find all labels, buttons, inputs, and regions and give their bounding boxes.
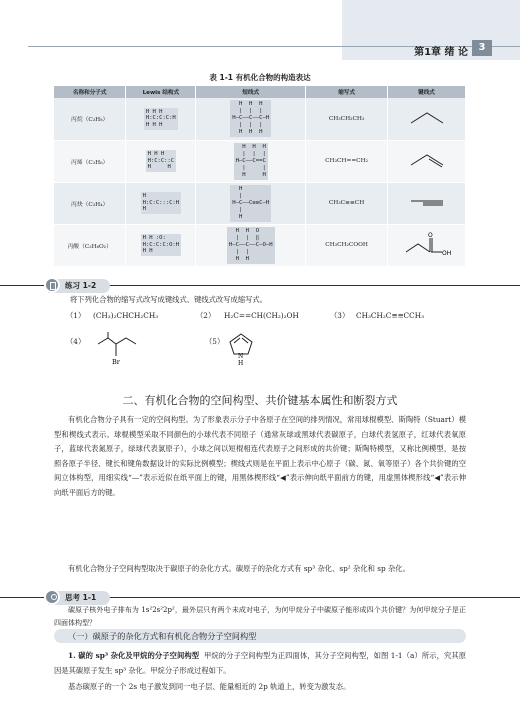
column-header: 名称和分子式 <box>54 86 126 98</box>
condensed-formula: CH₃C≡≡CH <box>306 182 388 224</box>
table-row <box>54 98 466 140</box>
skeletal-formula <box>407 151 447 169</box>
skeletal-formula <box>407 109 447 127</box>
compound-name: 丙烯（C₃H₆） <box>54 140 126 182</box>
exercise-item-label: （4） <box>66 337 86 346</box>
br-label: Br <box>112 358 120 366</box>
kekule-structure: H | H—C——C≡≡C—H | H <box>232 185 270 220</box>
structure-table <box>54 86 466 267</box>
think-icon <box>44 589 60 605</box>
paragraph-lead: 1. 碳的 sp³ 杂化及甲烷的分子空间构型 <box>68 651 200 660</box>
condensed-formula: CH₃CH₂COOH <box>306 224 388 266</box>
think-badge: 思考 1-1 <box>48 591 110 605</box>
chapter-title: 第1章 绪 论 <box>414 47 468 58</box>
kekule-structure: H H H | | | H—C——C==C | | H H <box>235 143 266 178</box>
section-heading: 二、有机化合物的空间构型、共价键基本属性和断裂方式 <box>122 394 398 407</box>
lewis-structure: H H H H:C:C::C H H <box>147 151 175 171</box>
kekule-structure: H H H | | | H—C——C——C—H | | | H H H <box>232 101 270 136</box>
skeletal-oh-label: OH <box>441 250 451 257</box>
lewis-structure: H H H H:C:C:C:H H H H <box>145 108 176 129</box>
paragraph: 有机化合物分子具有一定的空间构型。为了形象表示分子中各原子在空间的排列情况，常用球棍模型、斯陶特（Stuart）模型和楔线式表示。球棍模型采取不同颜色的小球代表不同原子（通常灰球或黑球代表碳原子，白球代表氢原子，红球代表氧原子，蓝球代表氮原子，绿球代表氯原子），小球之间以短棍相连代表原子之间形成的共价键；斯陶特模型，又称比例模型，是按照各原子半径、键长和键角数据设计的实际比例模型；楔线式则是在平面上表示中心原子（碳、氮、氧等原子）各个共价键的空间立体构型，用细实线“—”表示近似在纸平面上的键，用黑体楔形线“◀”表示伸向纸平面前方的键，用虚黑体楔形线“◀”表示伸向纸平面后方的键。 <box>54 415 466 497</box>
exercise-item-label: （5） <box>205 337 225 346</box>
paragraph-text: 甲烷的分子空间构型为正四面体，其分子空间构型，如图 1-1（a）所示，究其原因是其碳原子发生 sp³ 杂化。甲烷分子形成过程如下。 <box>54 651 467 675</box>
column-header: 短线式 <box>196 86 306 98</box>
table-row <box>54 182 466 224</box>
exercise-badge: 练习 1-2 <box>48 279 110 293</box>
skeletal-o-label: O <box>427 232 433 239</box>
lewis-structure: H H :O: H:C:C:C:O:H H H <box>142 235 180 255</box>
column-header: 键线式 <box>388 86 466 98</box>
exercise-prompt: 将下列化合物的缩写式改写成键线式、键线式改写成缩写式。 <box>70 295 268 304</box>
pyrrole-h-label: H <box>238 360 244 366</box>
column-header: 缩写式 <box>306 86 388 98</box>
paragraph: 有机化合物分子空间构型取决于碳原子的杂化方式。碳原子的杂化方式有 sp³ 杂化、sp² 杂化和 sp 杂化。 <box>68 564 410 573</box>
think-text: 碳原子核外电子排布为 1s²2s²2p²，最外层只有两个未成对电子，为何甲烷分子中碳原子能形成四个共价键？为何甲烷分子是正四面体构型？ <box>54 606 466 627</box>
exercise-item-text: CH₃CH₂C≡≡CCH₃ <box>356 311 425 320</box>
exercise-item-text: H₂C==CH(CH₂)₂OH <box>224 311 299 320</box>
pyrrole-ring <box>226 330 256 366</box>
pencil-icon <box>44 277 60 293</box>
table-row <box>54 140 466 182</box>
kekule-structure: H H O | | ‖ H—C——C——C—O—H | | H H <box>228 227 273 262</box>
condensed-formula: CH₃CH==CH₂ <box>306 140 388 182</box>
pyrrole-n-label: N <box>238 353 244 360</box>
exercise-item-label: （1） <box>66 311 86 320</box>
compound-name: 丙酸（C₃H₆O₂） <box>54 224 126 266</box>
skeletal-formula <box>407 193 447 211</box>
column-header: Lewis 结构式 <box>126 86 196 98</box>
exercise-4-skeletal <box>96 330 138 370</box>
exercise-item-label: （2） <box>196 311 216 320</box>
skeletal-formula <box>402 230 452 258</box>
exercise-item-text: (CH₃)₂CHCH₂CH₃ <box>93 311 159 320</box>
exercise-item-label: （3） <box>330 311 350 320</box>
compound-name: 丙炔（C₃H₄） <box>54 182 126 224</box>
paragraph <box>54 649 466 678</box>
page-number: 3 <box>472 40 492 56</box>
table-row <box>54 224 466 266</box>
paragraph: 基态碳原子的一个 2s 电子激发到同一电子层、能量相近的 2p 轨道上，转变为激发态。 <box>68 682 351 691</box>
subsection-heading: （一）碳原子的杂化方式和有机化合物分子空间构型 <box>54 629 466 643</box>
condensed-formula: CH₃CH₂CH₃ <box>306 98 388 140</box>
lewis-structure: H H:C:C:::C:H H <box>142 193 180 213</box>
table-caption: 表 1-1 有机化合物的构造表达 <box>209 73 311 82</box>
compound-name: 丙烷（C₃H₈） <box>54 98 126 140</box>
